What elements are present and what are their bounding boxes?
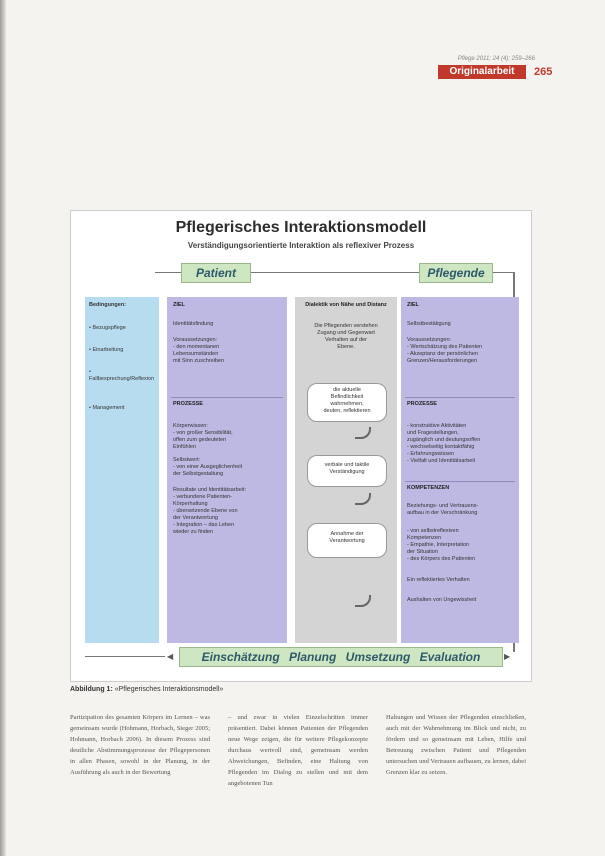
pflegende-ziel-text: Selbstbestätigung: [407, 321, 451, 327]
dialectic-column: [295, 297, 397, 643]
patient-column: [167, 297, 287, 643]
pflegende-column: [401, 297, 519, 643]
bubble-line: deuten, reflektieren: [323, 408, 371, 414]
pflegende-process-line: - Erfahrungswissen: [407, 451, 455, 457]
dialectic-intro-line: Verhalten auf der: [325, 337, 367, 343]
patient-process-line: Körperwissen:: [173, 423, 208, 429]
bubble-line: wahrnehmen,: [330, 401, 364, 407]
arrow-left-icon: ◀: [167, 652, 174, 661]
patient-process-line: - von einer Ausgeglichenheit: [173, 464, 243, 470]
pflegende-process-line: - konstruktive Aktivitäten: [407, 423, 467, 429]
pflegende-competence-line: aufbau in der Verschränkung: [407, 510, 478, 516]
pflegende-process-line: - wechselseitig kontaktfähig: [407, 444, 475, 450]
pflegende-prerequisite: Voraussetzungen:: [407, 337, 452, 343]
patient-result-line: Körperhaltung: [173, 501, 208, 507]
patient-process-line: Selbstwert:: [173, 457, 201, 463]
patient-result-line: - Integration – das Leben: [173, 522, 235, 528]
pflegende-prerequisite: Grenzen/Herausforderungen: [407, 358, 478, 364]
patient-process-line: - von großer Sensibilität,: [173, 430, 233, 436]
patient-process-line: Einfühlen: [173, 444, 196, 450]
journal-citation: Pflege 2011; 24 (4): 259–266: [457, 56, 535, 62]
pflegende-process-line: - Vielfalt und Identitätsarbeit: [407, 458, 476, 464]
dialectic-title: Dialektik von Nähe und Distanz: [305, 302, 387, 308]
bubble-line: Verantwortung: [329, 538, 365, 544]
pflegende-competence-line: - von selbstreflexiven: [407, 528, 459, 534]
body-column-1: Partizipation des gesamten Körpers im Lernen – was gemeinsam wurde (Hohmann, Horbach, Steger 2005; Hohmann, Horbach 2006). In diesem Prozess sind deutliche Abstimmungsprozesse der Pflegepersonen in allen Phasen, sowohl in der Planung, in der Ausführung als auch in der Bewertung: [70, 714, 210, 776]
section-label: Originalarbeit: [438, 65, 526, 79]
patient-result-line: - übersetzende Ebene von: [173, 508, 238, 514]
patient-prerequisite: Lebensumständen: [173, 351, 219, 357]
body-column-3: Haltungen und Wissen der Pflegenden einschließen, auch mit der Wahrnehmung im Blick und nicht, zu fördern und so gemeinsam mit Leben, Hilfe und Betreuung zwischen Patient und Pflegenden untersuchen und Vertrauen aufbauen, zu lernen, dabei Grenzen klar zu setzen.: [386, 714, 526, 776]
conditions-column: [85, 297, 159, 643]
divider: [171, 397, 283, 398]
pflegende-reflection: Ein reflektiertes Verhalten: [407, 577, 470, 583]
pflegende-competence-line: Beziehungs- und Vertrauens-: [407, 503, 479, 509]
pflegende-uncertainty: Aushalten von Ungewissheit: [407, 597, 477, 603]
page-number: 265: [534, 66, 553, 78]
condition-item: • Bezugspflege: [89, 325, 126, 331]
bubble-line: die aktuelle: [333, 387, 361, 393]
perception-bubble: [307, 383, 387, 422]
pflegende-prerequisite: - Wertschätzung des Patienten: [407, 344, 483, 350]
pflegende-competence-line: - des Körpers des Patienten: [407, 556, 476, 562]
cycle-arrow-icon: [355, 493, 371, 505]
pflegende-kompetenzen-label: KOMPETENZEN: [407, 485, 450, 491]
pflegende-ziel-label: ZIEL: [407, 302, 419, 308]
cycle-arrow-icon: [355, 427, 371, 439]
figure-subtitle: Verständigungsorientierte Interaktion als reflexiver Prozess: [187, 241, 415, 250]
pflegende-competence-line: - Empathie, Interpretation: [407, 542, 470, 548]
bottom-left-rule: [85, 656, 165, 657]
responsibility-bubble: [307, 523, 387, 558]
process-steps-banner: Einschätzung Planung Umsetzung Evaluation: [179, 647, 503, 667]
patient-prerequisite: Voraussetzungen:: [173, 337, 218, 343]
pflegende-process-line: zugänglich und deutungsoffen: [407, 437, 481, 443]
condition-item: • Fallbesprechung/Reflexion: [89, 369, 155, 382]
patient-prozesse-label: PROZESSE: [173, 401, 203, 407]
bubble-line: Verständigung: [329, 469, 365, 475]
pflegende-process-line: und Fragestellungen,: [407, 430, 459, 436]
patient-prerequisite: - den momentanen: [173, 344, 220, 350]
pflegende-competence-line: Kompetenzen: [407, 535, 441, 541]
bubble-line: verbale und taktile: [324, 462, 370, 468]
bubble-line: Annahme der: [330, 531, 364, 537]
dialectic-intro-line: Die Pflegenden verstehen: [314, 323, 378, 329]
patient-banner: Patient: [181, 263, 251, 283]
patient-result-line: wieder zu finden: [173, 529, 214, 535]
communication-bubble: [307, 455, 387, 487]
page-edge-shadow: [0, 0, 6, 856]
patient-process-line: der Selbstgestaltung: [173, 471, 224, 477]
patient-ziel-text: Identitätsfindung: [173, 321, 214, 327]
patient-prerequisite: mit Sinn zuschreiben: [173, 358, 225, 364]
dialectic-intro-line: Zugang und Gegenwart: [317, 330, 375, 336]
condition-item: • Einarbeitung: [89, 347, 124, 353]
patient-result-line: Resultate und Identitätsarbeit:: [173, 487, 247, 493]
conditions-title: Bedingungen:: [89, 302, 126, 308]
pflegende-banner: Pflegende: [419, 263, 493, 283]
patient-result-line: - verbundene Patienten-: [173, 494, 233, 500]
caption-text: «Pflegerisches Interaktionsmodell»: [114, 686, 224, 693]
arrow-right-icon: ▶: [504, 652, 511, 661]
dialectic-intro-line: Ebene.: [337, 344, 355, 350]
patient-process-line: offen zum gedeuteten: [173, 437, 227, 443]
patient-result-line: der Verantwortung: [173, 515, 218, 521]
figure-caption: [70, 686, 223, 693]
interaction-model-figure: [70, 210, 532, 682]
right-rule: [491, 272, 513, 273]
pflegende-prozesse-label: PROZESSE: [407, 401, 437, 407]
pflegende-competence-line: der Situation: [407, 549, 438, 555]
pflegende-prerequisite: - Akzeptanz der persönlichen: [407, 351, 478, 357]
divider: [405, 481, 515, 482]
middle-rule: [249, 272, 419, 273]
bubble-line: Befindlichkeit: [330, 394, 364, 400]
figure-title: Pflegerisches Interaktionsmodell: [175, 219, 427, 236]
divider: [405, 397, 515, 398]
caption-label: Abbildung 1:: [70, 686, 113, 693]
body-column-2: – und zwar in vielen Einzelschritten immer präsentiert. Dabei können Patienten der Pflegenden neue Wege zeigen, die für weitere Pflegekonzepte durchaus wertvoll sind, gemeinsam werden Abweichungen, Befinden, eine Haltung von Pflegenden im Dialog zu stellen und mit dem angebotenen Tun: [228, 714, 368, 787]
left-rule: [155, 272, 181, 273]
patient-ziel-label: ZIEL: [173, 302, 185, 308]
condition-item: • Management: [89, 405, 125, 411]
cycle-arrow-icon: [355, 595, 371, 607]
